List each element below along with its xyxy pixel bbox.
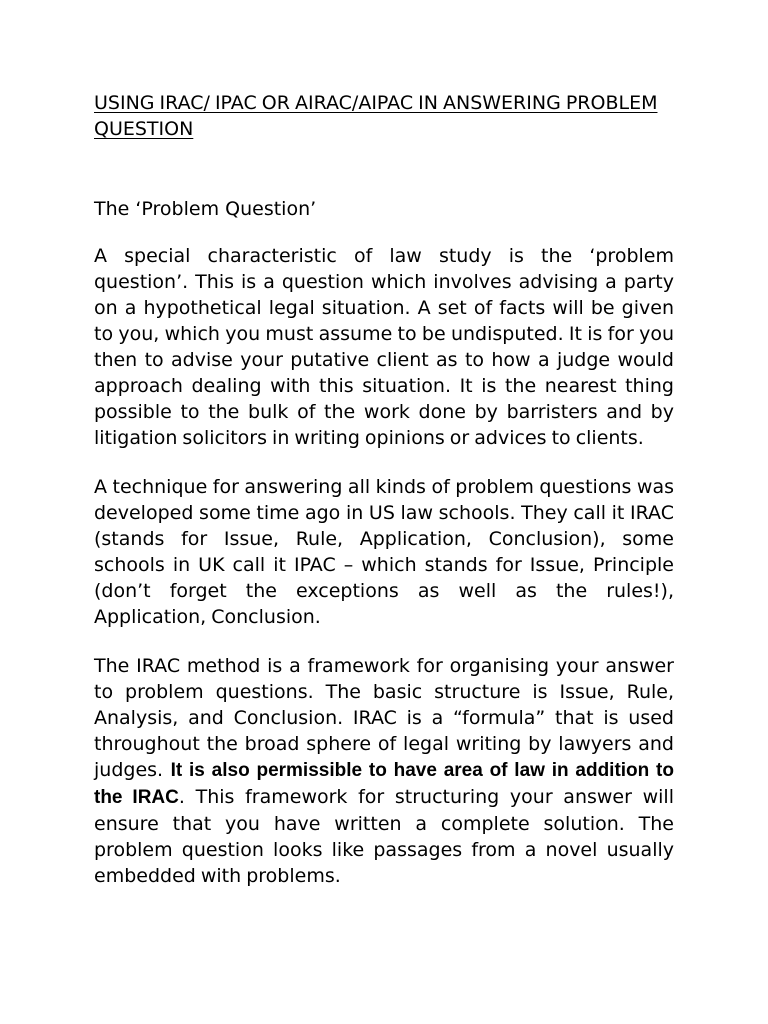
paragraph-irac-method (94, 653, 674, 889)
emphasized-text: It is also permissible to have area of law in addition to the IRAC (94, 760, 674, 808)
document-title: USING IRAC/ IPAC OR AIRAC/AIPAC IN ANSWERING PROBLEM QUESTION (94, 92, 658, 140)
section-heading: The ‘Problem Question’ (94, 198, 317, 220)
paragraph-irac-technique: A technique for answering all kinds of problem questions was developed some time ago in US law schools. They call it IRAC (stands for Issue, Rule, Application, Conclusion), some schools in UK call it IPAC – which stands for Issue, Principle (don’t forget the exceptions as well as the rules!), Application, Conclusion. (94, 476, 674, 628)
paragraph-irac-method-end: . This framework for structuring your answer will ensure that you have written a complete solution. The problem question looks like passages from a novel usually embedded with problems. (94, 786, 674, 887)
paragraph-problem-question: A special characteristic of law study is the ‘problem question’. This is a question which involves advising a party on a hypothetical legal situation. A set of facts will be given to you, which you must assume to be undisputed. It is for you then to advise your putative client as to how a judge would approach dealing with this situation. It is the nearest thing possible to the bulk of the work done by barristers and by litigation solicitors in writing opinions or advices to clients. (94, 245, 674, 449)
document-page (94, 90, 674, 889)
paragraph-irac-method-start: The IRAC method is a framework for organising your answer to problem questions. The basic structure is Issue, Rule, Analysis, and Conclusion. IRAC is a “formula” that is used throughout the broad sphere of legal writing by lawyers and judges. (94, 655, 674, 781)
